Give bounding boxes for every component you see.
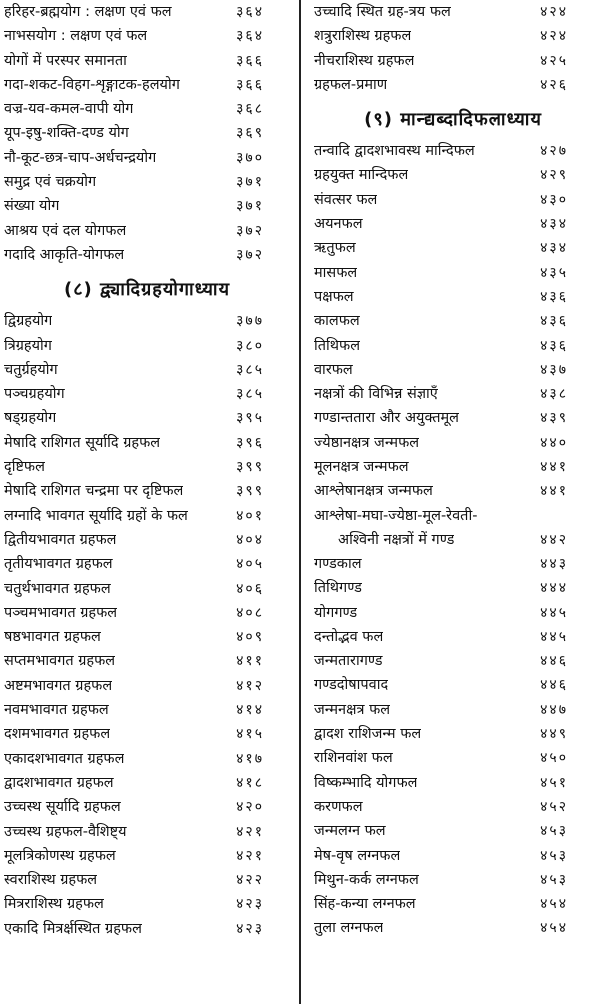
- toc-entry[interactable]: [0, 358, 294, 382]
- toc-entry-page: ४२३: [236, 920, 264, 937]
- toc-entry-page: ४३६: [540, 313, 568, 330]
- toc-entry-title: गदा-शकट-विहग-शृङ्गाटक-हलयोग: [4, 76, 180, 93]
- toc-entry[interactable]: [0, 504, 294, 528]
- toc-entry-page: ४३५: [540, 264, 568, 281]
- toc-entry-title: दशमभावगत ग्रहफल: [4, 726, 111, 743]
- toc-entry[interactable]: [306, 722, 600, 746]
- toc-entry-title: तिथिगण्ड: [314, 580, 362, 597]
- toc-entry[interactable]: [0, 698, 294, 722]
- toc-entry-page: ४०६: [236, 580, 264, 597]
- toc-entry-page: ४२१: [236, 823, 264, 840]
- toc-entry[interactable]: [306, 601, 600, 625]
- toc-entry[interactable]: [306, 625, 600, 649]
- toc-entry[interactable]: [0, 917, 294, 941]
- toc-entry-page: ४५४: [540, 920, 568, 937]
- toc-entry-title: उच्चादि स्थित ग्रह-त्रय फल: [314, 4, 451, 20]
- toc-entry-title: गण्डान्ततारा और अयुक्तमूल: [314, 410, 460, 427]
- toc-entry-title: मेषादि राशिगत चन्द्रमा पर दृष्टिफल: [4, 483, 184, 500]
- toc-entry[interactable]: [306, 236, 600, 260]
- toc-entry[interactable]: [0, 73, 294, 97]
- toc-entry[interactable]: [0, 406, 294, 430]
- toc-entry-page: ४४९: [540, 726, 568, 743]
- toc-entry[interactable]: [0, 892, 294, 916]
- right-entries-top: [306, 0, 600, 97]
- toc-entry-title: नक्षत्रों की विभिन्न संज्ञाएँ: [314, 386, 438, 403]
- toc-entry-page: ४४६: [540, 653, 568, 670]
- toc-entry[interactable]: [0, 649, 294, 673]
- toc-entry[interactable]: [306, 819, 600, 843]
- toc-entry[interactable]: [0, 194, 294, 218]
- toc-entry-title: आश्लेषा-मघा-ज्येष्ठा-मूल-रेवती-: [314, 507, 478, 524]
- toc-entry-page: ४२९: [540, 167, 568, 184]
- toc-entry-page: ३९६: [236, 434, 264, 451]
- toc-entry-title: नाभसयोग : लक्षण एवं फल: [4, 28, 148, 45]
- toc-entry-title: द्विग्रहयोग: [4, 313, 53, 330]
- toc-entry-title: तृतीयभावगत ग्रहफल: [4, 556, 113, 573]
- toc-entry[interactable]: [306, 868, 600, 892]
- toc-entry-title: दन्तोद्भव फल: [314, 628, 384, 645]
- toc-entry[interactable]: [0, 219, 294, 243]
- toc-entry-page: ३७२: [236, 222, 264, 239]
- toc-entry-page: ३७०: [236, 149, 264, 166]
- toc-entry-title: मूलत्रिकोणस्थ ग्रहफल: [4, 847, 116, 864]
- toc-entry[interactable]: [306, 163, 600, 187]
- toc-entry-title: एकादशभावगत ग्रहफल: [4, 750, 125, 767]
- toc-entry-page: ४१८: [236, 774, 264, 791]
- toc-entry[interactable]: [0, 243, 294, 267]
- toc-entry-page: ३९५: [236, 410, 264, 427]
- toc-entry-title: तिथिफल: [314, 337, 361, 354]
- toc-entry-title: सप्तमभावगत ग्रहफल: [4, 653, 116, 670]
- toc-entry[interactable]: [306, 188, 600, 212]
- column-divider: [299, 0, 301, 1004]
- toc-entry-page: ४२४: [540, 28, 568, 45]
- toc-entry-page: ४३०: [540, 191, 568, 208]
- toc-entry-title: ग्रहफल-प्रमाण: [314, 76, 388, 93]
- toc-entry-page: ४०४: [236, 531, 264, 548]
- toc-entry-multiline-first[interactable]: [306, 504, 600, 528]
- toc-entry[interactable]: [306, 431, 600, 455]
- toc-entry-page: ४३४: [540, 216, 568, 233]
- toc-entry[interactable]: [0, 382, 294, 406]
- toc-entry-title: मेषादि राशिगत सूर्यादि ग्रहफल: [4, 434, 161, 451]
- toc-entry[interactable]: [0, 455, 294, 479]
- toc-entry[interactable]: [306, 916, 600, 940]
- toc-entry-page: ३६४: [236, 4, 264, 20]
- toc-entry[interactable]: [306, 552, 600, 576]
- toc-entry-title: यूप-इषु-शक्ति-दण्ड योग: [4, 125, 129, 142]
- toc-entry-title: चतुर्थभावगत ग्रहफल: [4, 580, 111, 597]
- toc-entry-page: ४१७: [236, 750, 264, 767]
- toc-entry-title: मित्रराशिस्थ ग्रहफल: [4, 896, 104, 913]
- toc-entry-title: हरिहर-ब्रह्मयोग : लक्षण एवं फल: [4, 4, 172, 20]
- toc-entry[interactable]: [306, 795, 600, 819]
- toc-entry-page: ४३७: [540, 361, 568, 378]
- toc-entry-title: त्रिग्रहयोग: [4, 337, 52, 354]
- toc-entry-page: ४४५: [540, 604, 568, 621]
- toc-entry-page: ४३६: [540, 337, 568, 354]
- toc-entry-page: ३९९: [236, 459, 264, 476]
- toc-entry-page: ४१५: [236, 726, 264, 743]
- toc-entry-title: आश्लेषानक्षत्र जन्मफल: [314, 483, 433, 500]
- toc-entry[interactable]: [0, 528, 294, 552]
- toc-entry[interactable]: [0, 771, 294, 795]
- toc-entry-title: तन्वादि द्वादशभावस्थ मान्दिफल: [314, 143, 475, 160]
- toc-entry-title: अष्टमभावगत ग्रहफल: [4, 677, 113, 694]
- toc-entry[interactable]: [0, 146, 294, 170]
- toc-entry-page: ३७१: [236, 174, 264, 191]
- toc-entry-page: ३९९: [236, 483, 264, 500]
- toc-entry[interactable]: [0, 844, 294, 868]
- toc-entry-title: पक्षफल: [314, 288, 354, 305]
- toc-entry-title: योगों में परस्पर समानता: [4, 52, 127, 69]
- toc-entry[interactable]: [306, 844, 600, 868]
- toc-entry[interactable]: [0, 747, 294, 771]
- toc-entry-page: ४१४: [236, 702, 264, 719]
- toc-entry-title: आश्रय एवं दल योगफल: [4, 222, 127, 239]
- toc-entry[interactable]: [0, 97, 294, 121]
- toc-entry[interactable]: [306, 24, 600, 48]
- toc-entry-page: ४११: [236, 653, 264, 670]
- toc-entry[interactable]: [306, 358, 600, 382]
- toc-entry[interactable]: [306, 455, 600, 479]
- toc-entry[interactable]: [306, 576, 600, 600]
- toc-entry-page: ४५४: [540, 896, 568, 913]
- toc-entry-page: ३६४: [236, 28, 264, 45]
- toc-entry-title: पञ्चमभावगत ग्रहफल: [4, 604, 118, 621]
- chapter-heading-9: (९) मान्द्यब्दादिफलाध्याय: [364, 109, 542, 131]
- toc-entry-page: ४४१: [540, 483, 568, 500]
- toc-entry[interactable]: [306, 285, 600, 309]
- toc-entry-page: ४०९: [236, 629, 264, 646]
- toc-entry-title: जन्मनक्षत्र फल: [314, 701, 391, 718]
- toc-entry-multiline-second[interactable]: [306, 528, 600, 552]
- toc-entry-page: ३६८: [236, 101, 264, 118]
- toc-entry-title: जन्मलग्न फल: [314, 823, 386, 840]
- toc-entry-page: ४२६: [540, 76, 568, 93]
- toc-entry-page: ४५३: [540, 871, 568, 888]
- toc-entry-page: ४१२: [236, 677, 264, 694]
- toc-entry-page: ४०५: [236, 556, 264, 573]
- left-column: [0, 0, 294, 941]
- toc-entry-title: ज्येष्ठानक्षत्र जन्मफल: [314, 434, 420, 451]
- toc-entry-title: द्वादश राशिजन्म फल: [314, 726, 422, 743]
- toc-entry-title: नीचराशिस्थ ग्रहफल: [314, 52, 415, 69]
- toc-entry[interactable]: [306, 382, 600, 406]
- toc-entry[interactable]: [0, 625, 294, 649]
- toc-entry[interactable]: [306, 746, 600, 770]
- toc-entry[interactable]: [0, 49, 294, 73]
- toc-entry-page: ४४१: [540, 459, 568, 476]
- toc-entry[interactable]: [0, 479, 294, 503]
- toc-entry-title: विष्कम्भादि योगफल: [314, 774, 418, 791]
- chapter-heading-8: (८) द्व्यादिग्रहयोगाध्याय: [63, 279, 231, 301]
- toc-entry-page: ३७१: [236, 198, 264, 215]
- toc-entry[interactable]: [306, 261, 600, 285]
- toc-entry-page: ४५३: [540, 823, 568, 840]
- toc-entry-title: द्वितीयभावगत ग्रहफल: [4, 531, 117, 548]
- toc-entry-title: समुद्र एवं चक्रयोग: [4, 174, 97, 191]
- toc-entry-title: उच्चस्थ सूर्यादि ग्रहफल: [4, 799, 121, 816]
- toc-entry-title: मूलनक्षत्र जन्मफल: [314, 459, 409, 476]
- toc-entry-title: जन्मतारागण्ड: [314, 653, 383, 670]
- toc-entry-title: गण्डदोषापवाद: [314, 677, 389, 694]
- left-entries-top: [0, 0, 294, 267]
- toc-entry-title: मेष-वृष लग्नफल: [314, 847, 401, 864]
- toc-entry-title: नवमभावगत ग्रहफल: [4, 702, 109, 719]
- toc-entry-page: ३६६: [236, 52, 264, 69]
- toc-entry[interactable]: [0, 552, 294, 576]
- toc-entry[interactable]: [306, 479, 600, 503]
- toc-entry-title: एकादि मित्रर्क्षस्थित ग्रहफल: [4, 920, 142, 937]
- toc-entry[interactable]: [306, 334, 600, 358]
- toc-entry-page: ३६९: [236, 125, 264, 142]
- toc-entry-page: ४२३: [236, 896, 264, 913]
- toc-entry[interactable]: [0, 722, 294, 746]
- toc-entry-page: ४२२: [236, 872, 264, 889]
- toc-entry-title: द्वादशभावगत ग्रहफल: [4, 774, 114, 791]
- toc-entry[interactable]: [0, 820, 294, 844]
- toc-entry-page: ४५२: [540, 798, 568, 815]
- toc-entry[interactable]: [306, 73, 600, 97]
- toc-entry[interactable]: [306, 649, 600, 673]
- toc-entry-title: कालफल: [314, 313, 360, 330]
- toc-entry-title: स्वराशिस्थ ग्रहफल: [4, 872, 98, 889]
- toc-entry-page: ३८०: [236, 337, 264, 354]
- toc-entry-title: मासफल: [314, 264, 358, 281]
- toc-entry[interactable]: [306, 212, 600, 236]
- toc-entry-page: ४५३: [540, 847, 568, 864]
- toc-entry-page: ३७२: [236, 246, 264, 263]
- toc-entry-page: ३६६: [236, 76, 264, 93]
- toc-entry[interactable]: [0, 24, 294, 48]
- left-entries-bottom: [0, 309, 294, 941]
- toc-entry[interactable]: [0, 309, 294, 333]
- right-entries-bottom: [306, 552, 600, 941]
- toc-entry-page: ४२०: [236, 799, 264, 816]
- toc-entry-page: ४४२: [540, 531, 568, 548]
- toc-entry[interactable]: [306, 892, 600, 916]
- toc-entry[interactable]: [0, 577, 294, 601]
- toc-entry-page: ४५१: [540, 774, 568, 791]
- toc-entry-page: ४३४: [540, 240, 568, 257]
- toc-entry[interactable]: [306, 406, 600, 430]
- toc-entry[interactable]: [0, 121, 294, 145]
- toc-entry-title: पञ्चग्रहयोग: [4, 386, 65, 403]
- toc-entry-title: संख्या योग: [4, 198, 60, 215]
- toc-entry-page: ४२७: [540, 143, 568, 160]
- toc-entry-page: ३८५: [236, 361, 264, 378]
- toc-entry[interactable]: [306, 673, 600, 697]
- toc-entry[interactable]: [0, 868, 294, 892]
- toc-entry-title: योगगण्ड: [314, 604, 358, 621]
- toc-entry-page: ४२४: [540, 4, 568, 20]
- toc-entry-title: सिंह-कन्या लग्नफल: [314, 896, 416, 913]
- toc-entry-page: ४४०: [540, 434, 568, 451]
- toc-entry-page: ४३९: [540, 410, 568, 427]
- toc-entry-page: ४४३: [540, 555, 568, 572]
- toc-entry-title: वारफल: [314, 361, 353, 378]
- toc-entry[interactable]: [306, 698, 600, 722]
- toc-entry-page: ४३६: [540, 288, 568, 305]
- toc-entry-title: चतुर्ग्रहयोग: [4, 361, 58, 378]
- toc-entry-title: मिथुन-कर्क लग्नफल: [314, 871, 419, 888]
- toc-entry-title: वज्र-यव-कमल-वापी योग: [4, 101, 134, 118]
- toc-entry-title: संवत्सर फल: [314, 191, 378, 208]
- toc-entry[interactable]: [0, 795, 294, 819]
- toc-entry-title: अश्विनी नक्षत्रों में गण्ड: [338, 531, 455, 548]
- toc-entry[interactable]: [306, 49, 600, 73]
- right-column: [306, 0, 600, 941]
- toc-entry-page: ४४४: [540, 580, 568, 597]
- toc-entry-page: ४३८: [540, 386, 568, 403]
- toc-entry-title: नौ-कूट-छत्र-चाप-अर्धचन्द्रयोग: [4, 149, 157, 166]
- toc-entry-page: ४२१: [236, 847, 264, 864]
- toc-entry-page: ३७७: [236, 313, 264, 330]
- toc-entry-title: षड्ग्रहयोग: [4, 410, 57, 427]
- toc-entry-page: ४०१: [236, 507, 264, 524]
- toc-entry-title: दृष्टिफल: [4, 459, 45, 476]
- toc-entry-page: ४४७: [540, 701, 568, 718]
- toc-entry-title: गदादि आकृति-योगफल: [4, 246, 125, 263]
- toc-entry-page: ४४५: [540, 628, 568, 645]
- toc-entry-title: तुला लग्नफल: [314, 920, 384, 937]
- toc-entry[interactable]: [0, 601, 294, 625]
- toc-entry-page: ४५०: [540, 750, 568, 767]
- toc-entry-page: ४४६: [540, 677, 568, 694]
- toc-entry[interactable]: [0, 431, 294, 455]
- toc-entry-title: ऋतुफल: [314, 240, 356, 257]
- toc-entry-title: लग्नादि भावगत सूर्यादि ग्रहों के फल: [4, 507, 188, 524]
- toc-entry-title: उच्चस्थ ग्रहफल-वैशिष्ट्य: [4, 823, 127, 840]
- toc-entry-page: ३८५: [236, 386, 264, 403]
- toc-entry[interactable]: [0, 334, 294, 358]
- toc-entry-title: अयनफल: [314, 216, 363, 233]
- toc-entry-page: ४२५: [540, 52, 568, 69]
- toc-entry[interactable]: [0, 674, 294, 698]
- toc-entry[interactable]: [0, 170, 294, 194]
- toc-entry[interactable]: [306, 309, 600, 333]
- toc-entry-title: शत्रुराशिस्थ ग्रहफल: [314, 28, 412, 45]
- toc-entry[interactable]: [306, 139, 600, 163]
- toc-entry-title: षष्ठभावगत ग्रहफल: [4, 629, 101, 646]
- toc-entry[interactable]: [0, 0, 294, 24]
- toc-entry-title: करणफल: [314, 798, 363, 815]
- toc-entry-title: राशिनवांश फल: [314, 750, 393, 767]
- right-entries-mid: [306, 139, 600, 503]
- toc-entry-title: ग्रहयुक्त मान्दिफल: [314, 167, 409, 184]
- toc-entry-page: ४०८: [236, 604, 264, 621]
- toc-entry-title: गण्डकाल: [314, 555, 362, 572]
- toc-entry[interactable]: [306, 0, 600, 24]
- toc-entry[interactable]: [306, 771, 600, 795]
